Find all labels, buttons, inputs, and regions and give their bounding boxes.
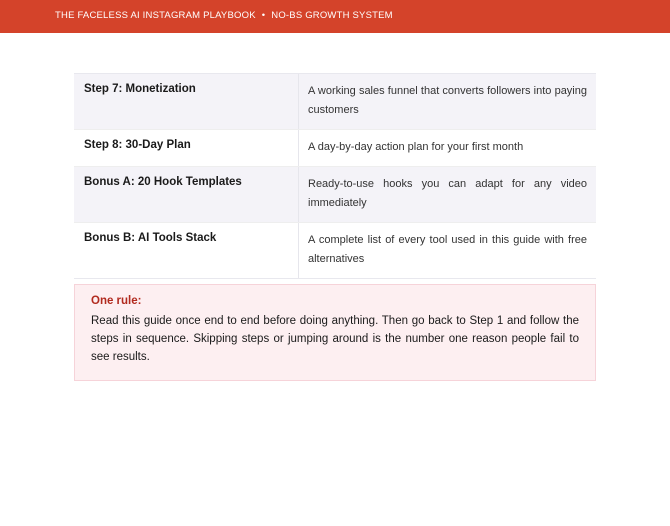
row-description: A working sales funnel that converts followers into paying customers (308, 85, 587, 116)
table-row (74, 130, 596, 167)
table-row (74, 223, 596, 278)
row-description: Ready-to-use hooks you can adapt for any video immediately (308, 178, 587, 209)
callout-box (74, 284, 596, 381)
callout-title: One rule: (91, 295, 142, 307)
row-label: Bonus B: AI Tools Stack (74, 223, 299, 278)
header-separator: • (261, 10, 266, 21)
row-label: Step 8: 30-Day Plan (74, 130, 299, 166)
table-row (74, 167, 596, 223)
row-description: A day-by-day action plan for your first month (308, 141, 524, 153)
header-title: THE FACELESS AI INSTAGRAM PLAYBOOK (55, 10, 256, 21)
callout-body: Read this guide once end to end before doing anything. Then go back to Step 1 and follow the steps in sequence. Skipping steps or jumping around is the number one reason people fail to see results. (91, 315, 579, 363)
table-row (74, 74, 596, 130)
header-subtitle: NO-BS GROWTH SYSTEM (271, 10, 393, 21)
row-description: A complete list of every tool used in this guide with free alternatives (308, 234, 587, 265)
header-text (55, 10, 393, 21)
contents-table (74, 73, 596, 279)
page-header (0, 0, 670, 33)
row-label: Bonus A: 20 Hook Templates (74, 167, 299, 222)
row-label: Step 7: Monetization (74, 74, 299, 129)
